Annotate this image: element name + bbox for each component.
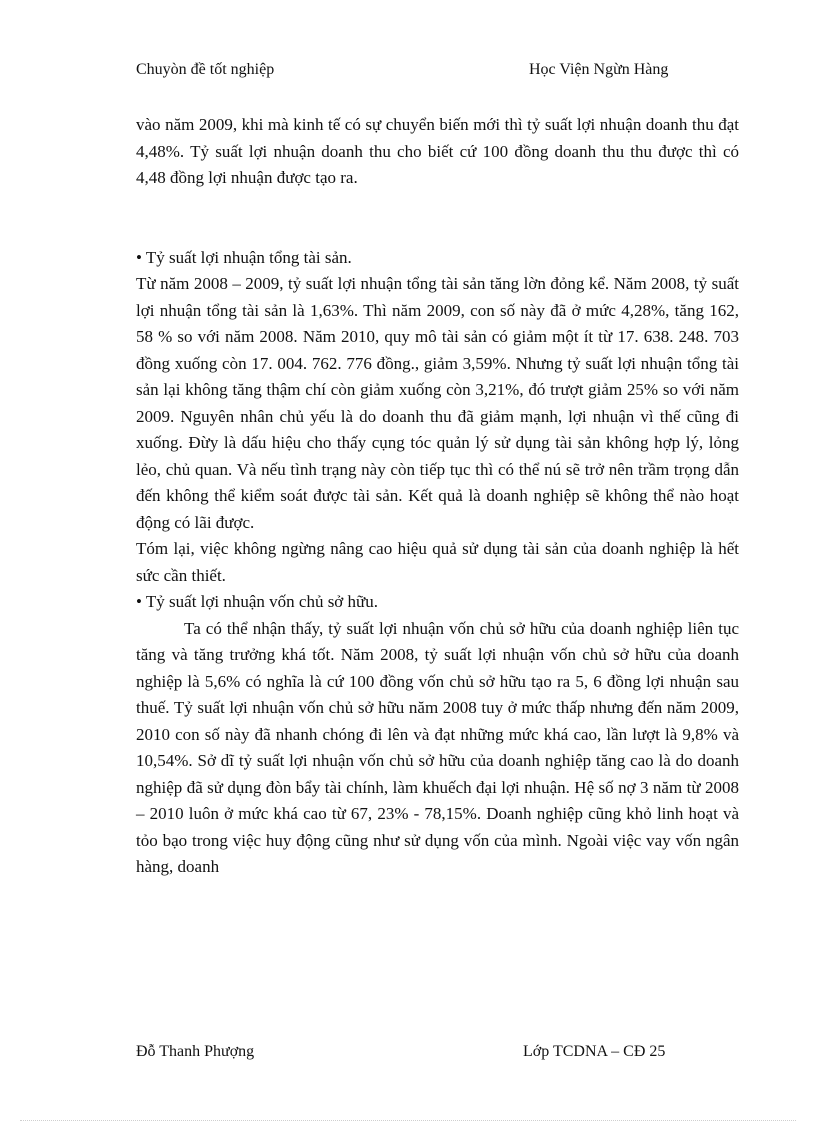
paragraph-summary: Tóm lại, việc không ngừng nâng cao hiệu quả sử dụng tài sản của doanh nghiệp là hết sức cần thiết. [136,539,739,585]
header-institution: Học Viện Ngừn Hàng [529,61,669,78]
paragraph-total-assets: Từ năm 2008 – 2009, tỷ suất lợi nhuận tổng tài sản tăng lờn đỏng kể. Năm 2008, tỷ suất lợi nhuận tổng tài sản là 1,63%. Thì năm 2009, con số này đã ở mức 4,28%, tăng 162, 58 % so với năm 2008. Năm 2010, quy mô tài sản có giảm một ít từ 17. 638. 248. 703 đồng xuống còn 17. 004. 762. 776 đồng., giảm 3,59%. Nhưng tỷ suất lợi nhuận tổng tài sản lại không tăng thậm chí còn giảm xuống còn 3,21%, đó trượt giảm 25% so với năm 2009. Nguyên nhân chủ yếu là do doanh thu đã giảm mạnh, lợi nhuận vì thế cũng đi xuống. Đừy là dấu hiệu cho thấy cụng tóc quản lý sử dụng tài sản không hợp lý, lỏng lẻo, chủ quan. Và nếu tình trạng này còn tiếp tục thì có thể nú sẽ trở nên trầm trọng dẫn đến không thể kiểm soát được tài sản. Kết quả là doanh nghiệp sẽ không thể nào hoạt động có lãi được. [136,274,739,532]
heading-equity-ratio: • Tỷ suất lợi nhuận vốn chủ sở hữu. [136,592,379,611]
page-bottom-divider [20,1120,796,1121]
footer-class: Lớp TCDNA – CĐ 25 [523,1043,666,1060]
document-body [136,112,739,881]
paragraph-intro: vào năm 2009, khi mà kinh tế có sự chuyển biến mới thì tỷ suất lợi nhuận doanh thu đạt 4,48%. Tỷ suất lợi nhuận doanh thu cho biết cứ 100 đồng doanh thu thu được thì có 4,48 đồng lợi nhuận được tạo ra. [136,115,739,187]
footer-author: Đỗ Thanh Phượng [136,1043,255,1060]
heading-total-assets-ratio: • Tỷ suất lợi nhuận tổng tài sản. [136,247,352,267]
header-document-title: Chuyòn đề tốt nghiệp [136,61,275,78]
paragraph-equity: Ta có thể nhận thấy, tỷ suất lợi nhuận vốn chủ sở hữu của doanh nghiệp liên tục tăng và tăng trưởng khá tốt. Năm 2008, tỷ suất lợi nhuận vốn chủ sở hữu của doanh nghiệp là 5,6% có nghĩa là cứ 100 đồng vốn chủ sở hữu tạo ra 5, 6 đồng lợi nhuận sau thuế. Tỷ suất lợi nhuận vốn chủ sở hữu năm 2008 tuy ở mức thấp nhưng đến năm 2009, 2010 con số này đã nhanh chóng đi lên và đạt những mức khá cao, lần lượt là 9,8% và 10,54%. Sở dĩ tỷ suất lợi nhuận vốn chủ sở hữu của doanh nghiệp tăng cao là do doanh nghiệp đã sử dụng đòn bẩy tài chính, làm khuếch đại lợi nhuận. Hệ số nợ 3 năm từ 2008 – 2010 luôn ở mức khá cao từ 67, 23% - 78,15%. Doanh nghiệp cũng khỏ linh hoạt và tỏo bạo trong việc huy động cũng như sử dụng vốn của mình. Ngoài việc vay vốn ngân hàng, doanh [136,618,739,876]
